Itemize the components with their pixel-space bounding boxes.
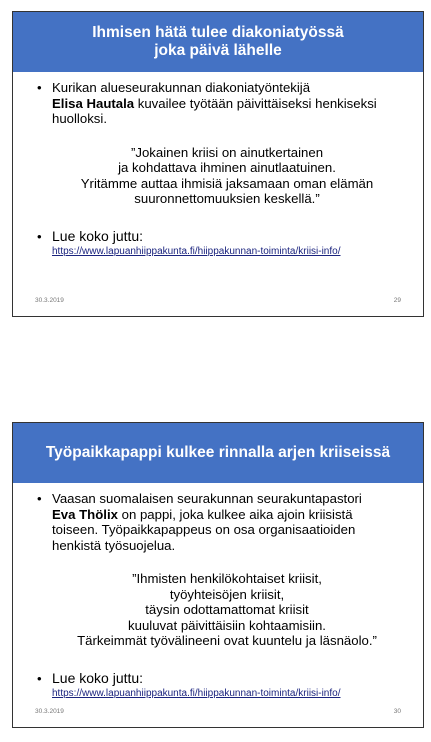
quote — [35, 571, 405, 649]
slide-page-number: 30 — [393, 708, 401, 715]
slide-title-line: joka päivä lähelle — [154, 42, 282, 59]
intro-line: huolloksi. — [52, 111, 107, 126]
read-more-label: • Lue koko juttu: — [52, 227, 144, 244]
intro-line: on pappi, joka kulkee aika ajoin kriisistä — [117, 506, 353, 522]
slide-title-line: Ihmisen hätä tulee diakoniatyössä — [92, 24, 344, 41]
slide-page-number: 29 — [393, 297, 401, 304]
intro-line: kuvailee työtään päivittäiseksi henkiseksi — [134, 95, 377, 111]
intro-line: • Kurikan alueseurakunnan diakoniatyöntekijä — [52, 80, 311, 95]
intro-line: • Vaasan suomalaisen seurakunnan seurakuntapastori — [52, 491, 362, 506]
slide-title — [13, 12, 423, 72]
slide-30 — [12, 422, 424, 728]
slide-date: 30.3.2019 — [35, 297, 64, 304]
quote-line: Tärkeimmät työvälineeni ovat kuuntelu ja läsnäolo.” — [77, 633, 377, 648]
quote — [35, 145, 405, 207]
bullet-intro — [35, 80, 405, 127]
intro-line: toiseen. Työpaikkapappeus on osa organisaatioiden — [52, 522, 356, 537]
quote-line: kuuluvat päivittäisiin kohtaamisiin. — [128, 617, 326, 633]
slide-content — [13, 80, 423, 264]
intro-line: henkistä työsuojelua. — [52, 537, 176, 553]
article-link[interactable]: https://www.lapuanhiippakunta.fi/hiippakunnan-toiminta/kriisi-info/ — [52, 688, 341, 699]
slide-29 — [12, 11, 424, 317]
quote-line: ”Jokainen kriisi on ainutkertainen — [130, 144, 324, 160]
quote-line: ”Ihmisten henkilökohtaiset kriisit, — [132, 571, 322, 586]
person-name: Eva Thölix — [52, 506, 118, 522]
bullet-read-more — [35, 671, 405, 701]
slide-title — [13, 423, 423, 483]
quote-line: ja kohdattava ihminen ainutlaatuinen. — [118, 160, 336, 175]
slide-content — [13, 491, 423, 706]
quote-line: suuronnettomuuksien keskellä.” — [134, 191, 320, 206]
quote-line: työyhteisöjen kriisit, — [169, 586, 285, 602]
slide-title-line: Työpaikkapappi kulkee rinnalla arjen kriiseissä — [45, 444, 391, 461]
read-more-label: • Lue koko juttu: — [52, 669, 144, 686]
bullet-intro — [35, 491, 405, 553]
person-name: Elisa Hautala — [52, 95, 135, 111]
slide-date: 30.3.2019 — [35, 708, 64, 715]
quote-line: täysin odottamattomat kriisit — [145, 602, 309, 617]
quote-line: Yritämme auttaa ihmisiä jaksamaan oman elämän — [80, 175, 374, 191]
article-link[interactable]: https://www.lapuanhiippakunta.fi/hiippakunnan-toiminta/kriisi-info/ — [52, 246, 341, 257]
bullet-read-more — [35, 229, 405, 259]
